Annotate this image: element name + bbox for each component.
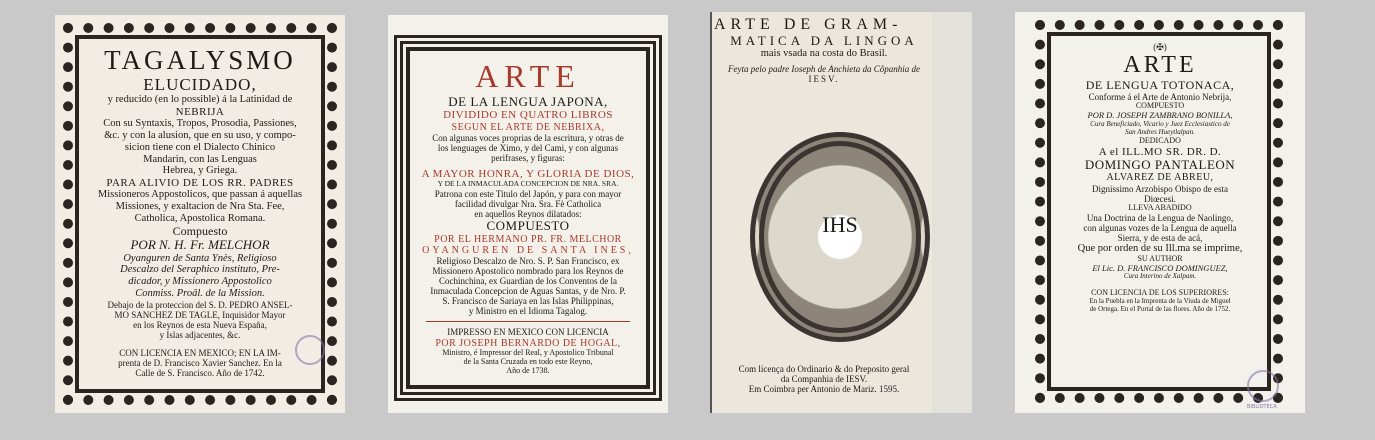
library-stamp: [1247, 370, 1279, 402]
text-line: NEBRIJA: [175, 106, 225, 119]
title-page-arte-lengua-totonaca: [1015, 12, 1305, 413]
text-line: &c. y con la alusion, que en su uso, y compo-: [104, 130, 296, 142]
text-line: PARA ALIVIO DE LOS RR. PADRES: [106, 177, 294, 190]
text-line: Conforme á el Arte de Antonio Nebrija,: [1088, 92, 1232, 103]
text-line: y reducido (en lo possible) á la Latinidad de: [107, 94, 293, 106]
text-line: Con su Syntaxis, Tropos, Prosodia, Passiones,: [103, 118, 297, 130]
text-line: OYANGUREN DE SANTA INES,: [422, 244, 634, 256]
text-line: dicador, y Missionero Appostolico: [128, 276, 272, 288]
title-line: MATICA DA LINGOA: [730, 32, 918, 48]
title-page-arte-lengua-japona: [388, 15, 668, 413]
text-line: Missiones, y exaltacion de Nra Sta. Fee,: [115, 201, 285, 213]
text-line: San Andres Hueytlalpan.: [1125, 127, 1195, 136]
text-line: Dignissimo Arzobispo Obispo de esta: [1092, 183, 1228, 194]
text-line: Calle de S. Francisco. Año de 1742.: [135, 368, 265, 379]
stamp-label: BIBLIOTECA: [1247, 404, 1277, 410]
text-line: IESV.: [808, 74, 840, 85]
text-line: S. Francisco de Sariaya en las Islas Philippinas,: [442, 296, 614, 307]
text-line: Compuesto: [172, 223, 228, 238]
text-line: de la Santa Cruzada en todo este Reyno,: [463, 356, 593, 366]
text-line: con algunas vozes de la Lengua de aquella: [1083, 222, 1237, 233]
text-line: POR EL HERMANO PR. FR. MELCHOR: [434, 233, 622, 245]
library-stamp: [295, 335, 325, 365]
text-line: POR N. H. Fr. MELCHOR: [130, 237, 270, 253]
text-line: DEDICADO: [1139, 135, 1181, 145]
ihs-monogram: IHS: [822, 212, 858, 237]
text-line: Debajo de la proteccion del S. D. PEDRO ANSEL-: [107, 299, 293, 310]
text-line: Oyanguren de Santa Ynès, Religioso: [123, 252, 277, 264]
text-line: Hebrea, y Griega.: [162, 165, 238, 177]
text-line: en los Reynos de esta Nueva España,: [133, 319, 267, 330]
text-line: Missioneros Appostolicos, que passan á aquellas: [97, 189, 303, 201]
text-line: DIVIDIDO EN QUATRO LIBROS: [443, 109, 613, 122]
text-line: En la Puebla en la Imprenta de la Viuda de Miguel: [1089, 296, 1231, 305]
text-line: POR JOSEPH BERNARDO DE HOGAL,: [435, 337, 621, 349]
title-line: TAGALYSMO: [104, 45, 296, 75]
divider: [426, 321, 630, 322]
text-line: SU AUTHOR: [1137, 253, 1183, 263]
text-line: Cochinchina, ex Guardian de los Conventos de la: [439, 276, 617, 287]
text-line: MO SANCHEZ DE TAGLE, Inquisidor Mayor: [114, 309, 286, 320]
title-line: ELUCIDADO,: [143, 75, 257, 95]
text-line: CON LICENCIA EN MEXICO; EN LA IM-: [119, 347, 281, 358]
text-line: prenta de D. Francisco Xavier Sanchez. En la: [118, 358, 282, 369]
title-page-tagalysmo: [55, 15, 345, 413]
text-line: COMPUESTO: [486, 218, 570, 234]
text-line: Ministro, é Impressor del Real, y Apostolico Tribunal: [442, 347, 614, 357]
title-text: [55, 45, 345, 378]
title-line: ARTE: [475, 58, 581, 94]
text-line: Año de 1738.: [506, 365, 550, 375]
text-line: Missionero Apostolico nombrado para los Reynos de: [432, 266, 624, 277]
text-line: Catholica, Apostolica Romana.: [134, 212, 266, 224]
title-text: [714, 16, 934, 84]
text-line: de Ortega. En el Portal de las flores. Año de 1752.: [1089, 304, 1231, 313]
text-line: DOMINGO PANTALEON: [1084, 156, 1236, 172]
text-line: A el ILL.MO SR. DR. D.: [1098, 145, 1222, 158]
text-line: SEGUN EL ARTE DE NEBRIXA,: [451, 121, 605, 133]
text-line: y Islas adjacentes, &c.: [159, 329, 241, 340]
text-line: COMPUESTO: [1135, 101, 1185, 111]
text-line: da Companhia de IESV.: [780, 374, 868, 385]
title-line: DE LA LENGUA JAPONA,: [448, 93, 608, 109]
text-line: CON LICENCIA DE LOS SUPERIORES:: [1091, 287, 1229, 297]
text-line: Descalzo del Seraphico instituto, Pre-: [120, 264, 280, 276]
text-line: POR D. JOSEPH ZAMBRANO BONILLA,: [1087, 110, 1233, 121]
text-line: facilidad divulgar Nra. Sra. Fè Catholica: [454, 198, 602, 209]
text-line: Com licença do Ordinario & do Preposito geral: [738, 364, 910, 374]
text-line: sicion tiene con el Dialecto Chinico: [124, 141, 276, 153]
imprint-text: [714, 364, 934, 394]
text-line: mais vsada na costa do Brasil.: [760, 48, 888, 60]
title-text: [388, 59, 668, 376]
text-line: Con algunas voces proprias de la escritura, y otras de: [432, 132, 624, 143]
title-line: DE LENGUA TOTONACA,: [1085, 77, 1235, 92]
title-page-arte-gramatica-brasil: [710, 12, 972, 413]
title-line: ARTE DE GRAM-: [714, 16, 903, 33]
text-line: y Ministro en el Idioma Tagalog.: [468, 306, 588, 317]
text-line: Mandarin, con las Lenguas: [143, 153, 257, 165]
text-line: Patrona con este Titulo del Japón, y para con mayor: [434, 188, 622, 199]
text-line: A MAYOR HONRA, Y GLORIA DE DIOS,: [421, 168, 635, 181]
text-line: Diœcesi.: [1144, 193, 1176, 204]
text-line: El Lic. D. FRANCISCO DOMINGUEZ,: [1092, 262, 1228, 273]
page-margin: [932, 12, 972, 413]
text-line: Cura Beneficiado, Vicario y Juez Ecclesiastico de: [1090, 119, 1230, 128]
title-line: ARTE: [1123, 52, 1197, 79]
text-line: Feyta pelo padre Ioseph de Anchieta da Cõpanhia de: [728, 64, 920, 75]
page-edge: [710, 12, 712, 413]
text-line: en aquellos Reynos dilatados:: [474, 208, 582, 219]
text-line: Religioso Descalzo de Nro. S. P. San Francisco, ex: [436, 255, 620, 266]
cross-ornament: (✠): [1153, 42, 1167, 52]
text-line: perifrases, y figuras:: [491, 153, 565, 164]
text-line: los lenguages de Ximo, y del Cami, y con algunas: [437, 142, 619, 153]
text-line: IMPRESSO EN MEXICO CON LICENCIA: [447, 327, 609, 338]
text-line: LLEVA ABADIDO: [1128, 202, 1192, 212]
text-line: Em Coimbra per Antonio de Mariz. 1595.: [748, 384, 900, 395]
text-line: Inmaculada Concepcion de Aguas Santas, y de Nro. P.: [430, 286, 626, 297]
text-line: Una Doctrina de la Lengua de Naolingo,: [1086, 212, 1234, 223]
title-text: [1015, 42, 1305, 314]
text-line: ALVAREZ DE ABREU,: [1106, 172, 1214, 184]
text-line: Y DE LA INMACULADA CONCEPCION DE NRA. SRA.: [437, 179, 619, 189]
text-line: Cura Interino de Xalpam.: [1123, 272, 1197, 281]
text-line: Sierra, y de esta de acá,: [1117, 232, 1203, 243]
text-line: Que por orden de su Ill.ma se imprime,: [1077, 242, 1243, 254]
text-line: Conmiss. Proâl. de la Mission.: [135, 287, 265, 299]
